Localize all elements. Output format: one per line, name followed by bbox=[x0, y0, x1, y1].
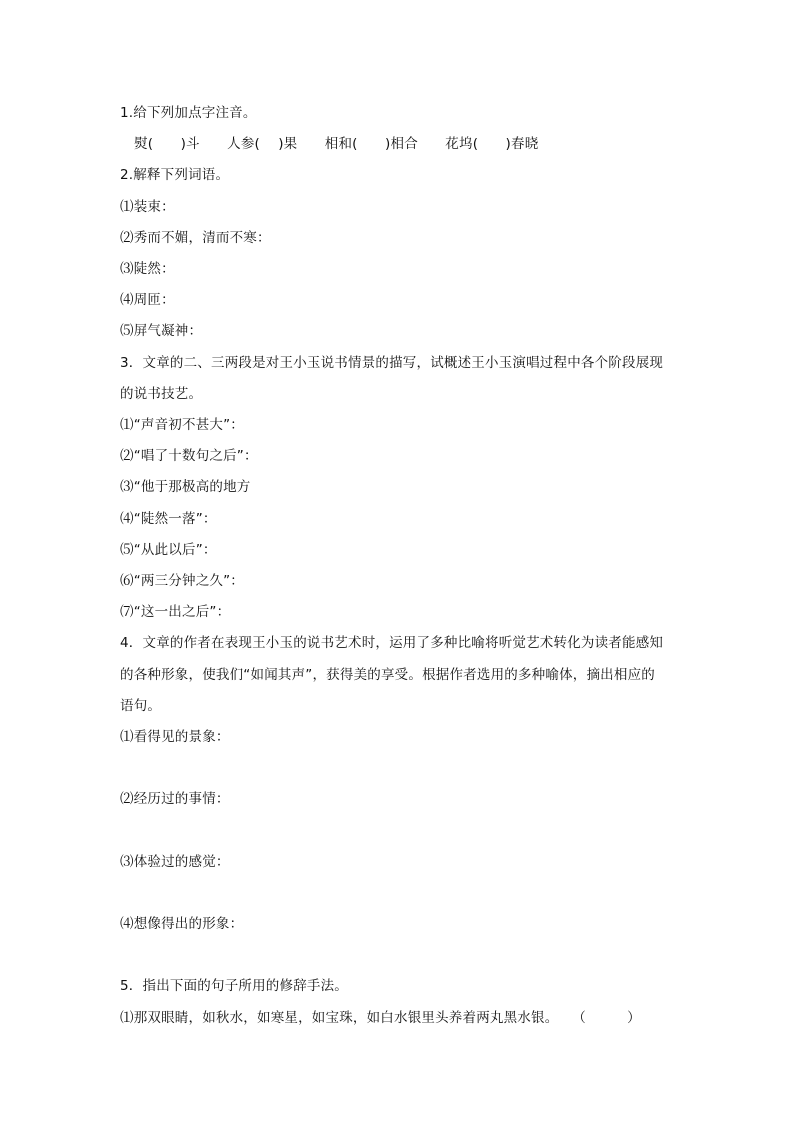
q3-title-line2: 的说书技艺。 bbox=[120, 386, 203, 402]
q4-item: ⑷想像得出的形象： bbox=[120, 916, 244, 932]
q3-item: ⑴“声音初不甚大”： bbox=[120, 417, 244, 433]
q2-item: ⑵秀而不媚，清而不寒： bbox=[120, 230, 271, 246]
q3-title-line1: 3．文章的二、三两段是对王小玉说书情景的描写，试概述王小玉演唱过程中各个阶段展现 bbox=[120, 355, 664, 371]
q3-item: ⑺“这一出之后”： bbox=[120, 604, 231, 620]
q5-item: ⑴那双眼睛，如秋水，如寒星，如宝珠，如白水银里头养着两丸黑水银。 （ ） bbox=[120, 1010, 641, 1026]
q2-title: 2.解释下列词语。 bbox=[120, 167, 230, 183]
q3-item: ⑵“唱了十数句之后”： bbox=[120, 448, 258, 464]
q2-item: ⑷周匝： bbox=[120, 292, 175, 308]
q5-title: 5．指出下面的句子所用的修辞手法。 bbox=[120, 978, 348, 994]
q1-items: 熨( )斗 人参( )果 相和( )相合 花坞( )春晓 bbox=[134, 136, 539, 152]
q2-item: ⑶陡然： bbox=[120, 261, 175, 277]
q3-item: ⑹“两三分钟之久”： bbox=[120, 573, 244, 589]
q4-title-line1: 4．文章的作者在表现王小玉的说书艺术时，运用了多种比喻将听觉艺术转化为读者能感知 bbox=[120, 635, 664, 651]
q3-item: ⑷“陡然一落”： bbox=[120, 511, 217, 527]
q4-title-line3: 语句。 bbox=[120, 698, 162, 714]
q1-title: 1.给下列加点字注音。 bbox=[120, 105, 257, 121]
q2-item: ⑴装束： bbox=[120, 199, 175, 215]
q3-item: ⑶“他于那极高的地方 bbox=[120, 479, 251, 495]
q4-item: ⑶体验过的感觉： bbox=[120, 854, 230, 870]
q4-item: ⑴看得见的景象： bbox=[120, 729, 230, 745]
q4-title-line2: 的各种形象，使我们“如闻其声”，获得美的享受。根据作者选用的多种喻体，摘出相应的 bbox=[120, 667, 655, 683]
q3-item: ⑸“从此以后”： bbox=[120, 542, 217, 558]
q4-item: ⑵经历过的事情： bbox=[120, 791, 230, 807]
q2-item: ⑸屏气凝神： bbox=[120, 323, 203, 339]
